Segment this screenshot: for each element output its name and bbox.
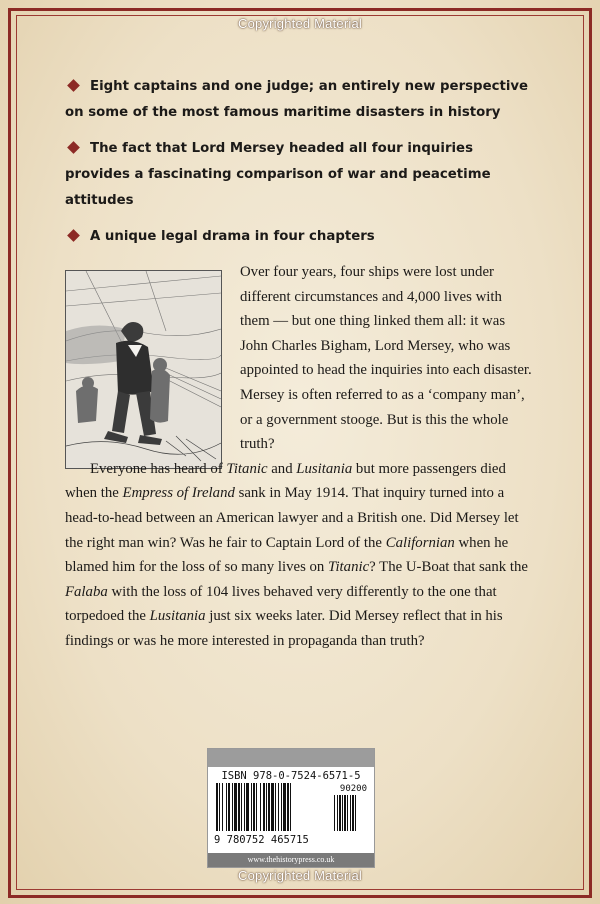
barcode-addon-bar	[344, 795, 346, 831]
barcode-bar	[241, 783, 242, 831]
copyright-watermark-bottom: Copyrighted Material	[238, 868, 362, 883]
barcode-bar	[222, 783, 223, 831]
price-addon-number: 90200	[339, 784, 367, 794]
barcode-bar	[246, 783, 249, 831]
barcode-bar	[234, 783, 237, 831]
barcode-bar	[251, 783, 252, 831]
bullet-list	[65, 74, 535, 260]
barcode-header-band	[208, 749, 374, 767]
barcode-bar	[219, 783, 220, 831]
second-paragraph: Everyone has heard of Titanic and Lusitania but more passengers died when the Empress of Ireland sank in May 1914. That inquiry turned into a head-to-head between an American lawyer and a British one. Did Mersey let the right man win? Was he fair to Captain Lord of the Californian when he blamed him for the loss of so many lives on Titanic? The U-Boat that sank the Falaba with the loss of 104 lives behaved very differently to the one that torpedoed the Lusitania just six weeks later. Did Mersey reflect that in his findings or was he more interested in propaganda than truth?	[65, 460, 528, 649]
barcode-addon-bar	[339, 795, 341, 831]
barcode-bar	[271, 783, 274, 831]
barcode-addon-bar	[355, 795, 356, 831]
barcode-bar	[253, 783, 255, 831]
barcode-bar	[278, 783, 279, 831]
barcode-bar	[256, 783, 257, 831]
barcode-bar	[275, 783, 276, 831]
publisher-website: www.thehistorypress.co.uk	[208, 853, 374, 867]
diamond-bullet-icon	[67, 79, 80, 92]
barcode-addon-bar	[350, 795, 351, 831]
barcode-addon-bar	[342, 795, 343, 831]
blurb-text	[65, 260, 535, 654]
isbn-barcode	[207, 748, 375, 868]
barcode-addon-bar	[352, 795, 354, 831]
intro-paragraph: Over four years, four ships were lost under different circumstances and 4,000 lives with them — but one thing linked them all: it was John Charles Bigham, Lord Mersey, who was appointed to head the inquiries into each disaster. Mersey is often referred to as a ‘company man’, or a government stooge. But is this the whole truth?	[240, 264, 532, 453]
isbn-number: ISBN 978-0-7524-6571-5	[221, 770, 361, 782]
barcode-bar	[232, 783, 233, 831]
barcode-bar	[290, 783, 291, 831]
barcode-addon-bar	[334, 795, 335, 831]
barcode-addon-bar	[347, 795, 348, 831]
barcode-bar	[216, 783, 218, 831]
barcode-bar	[287, 783, 289, 831]
copyright-watermark-top: Copyrighted Material	[238, 16, 362, 31]
barcode-bar	[263, 783, 265, 831]
barcode-bar	[260, 783, 261, 831]
barcode-bar	[228, 783, 230, 831]
barcode-bar	[268, 783, 270, 831]
bullet-item: A unique legal drama in four chapters	[65, 224, 535, 250]
barcode-bar	[238, 783, 240, 831]
bullet-item: The fact that Lord Mersey headed all four inquiries provides a fascinating comparison of war and peacetime attitudes	[65, 141, 491, 208]
barcode-bar	[266, 783, 267, 831]
diamond-bullet-icon	[67, 229, 80, 242]
barcode-addon-bar	[337, 795, 338, 831]
barcode-bar	[283, 783, 286, 831]
bullet-item: Eight captains and one judge; an entirely new perspective on some of the most famous maritime disasters in history	[65, 79, 529, 120]
barcode-bar	[244, 783, 245, 831]
barcode-bar	[226, 783, 227, 831]
ean-number: 9 780752 465715	[214, 834, 309, 846]
barcode-bar	[281, 783, 282, 831]
diamond-bullet-icon	[67, 141, 80, 154]
